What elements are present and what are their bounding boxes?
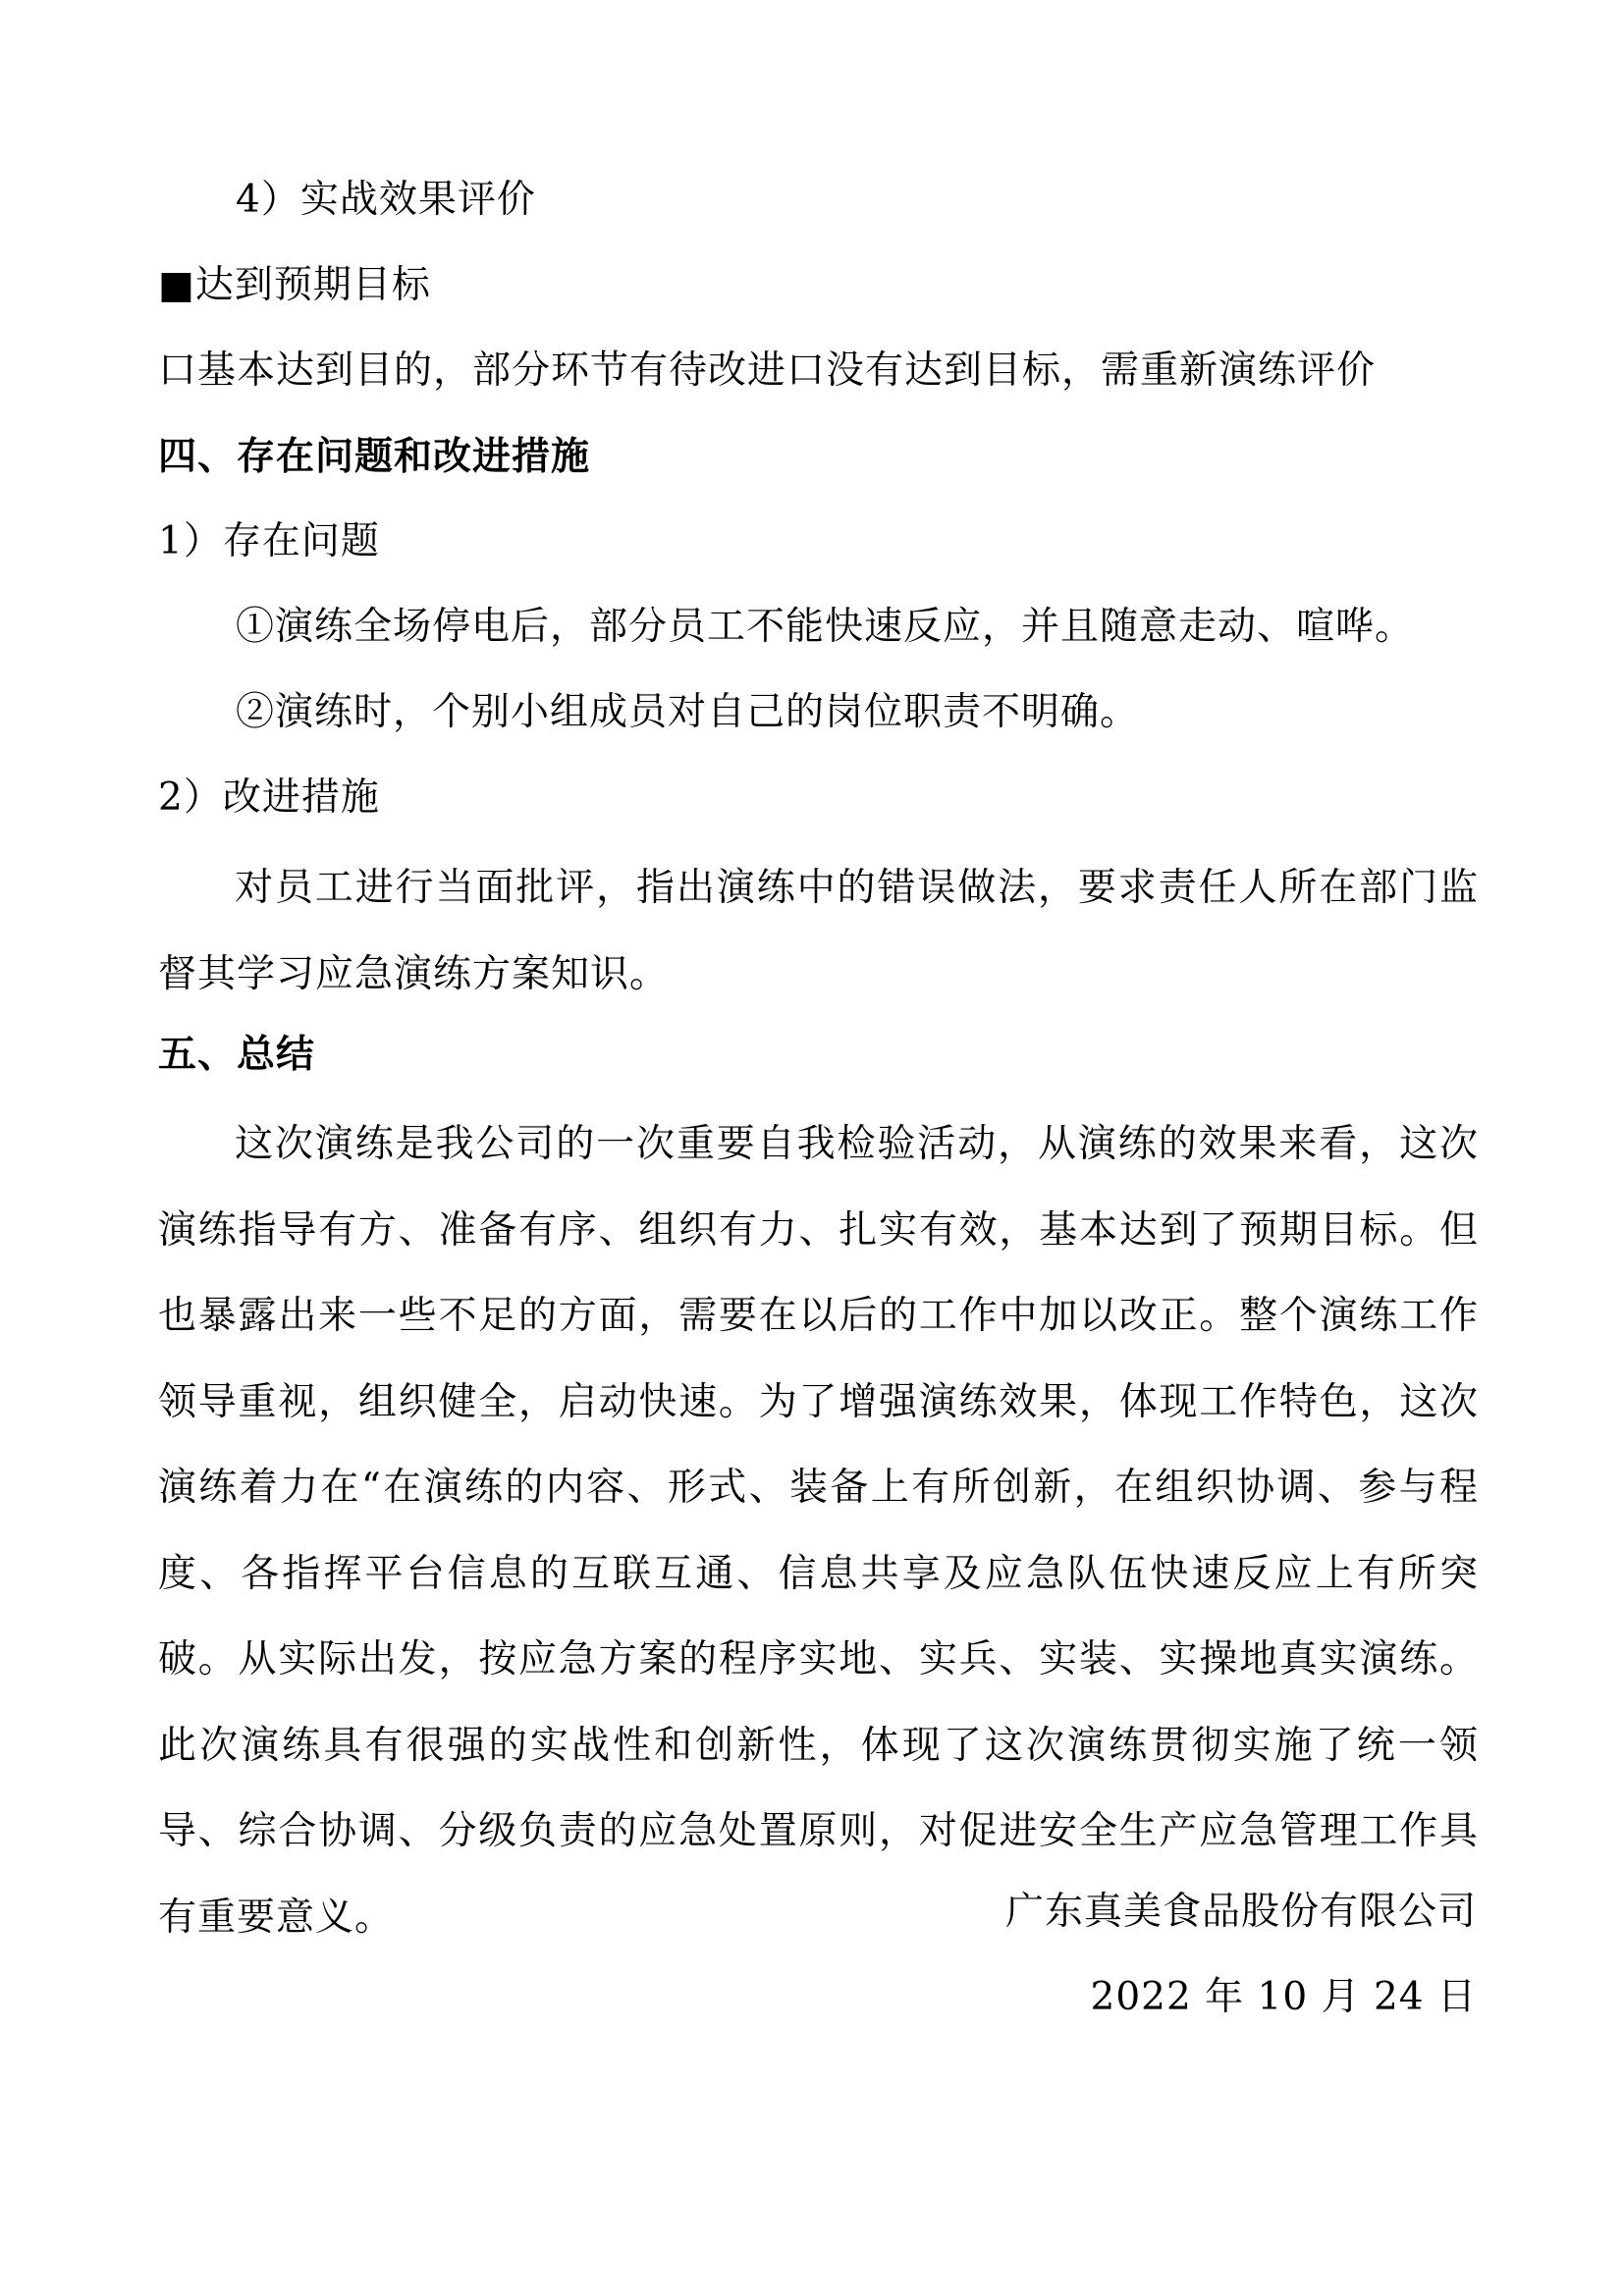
eval-item-heading: 4）实战效果评价: [236, 178, 536, 222]
company-signature: 广东真美食品股份有限公司: [1004, 1890, 1477, 1934]
problem-item-1: ①演练全场停电后，部分员工不能快速反应，并且随意走动、喧哗。: [236, 605, 1415, 649]
measures-label: 2）改进措施: [158, 775, 380, 820]
problem-item-2: ②演练时，个别小组成员对自己的岗位职责不明确。: [236, 690, 1140, 734]
measures-paragraph: 对员工进行当面批评，指出演练中的错误做法，要求责任人所在部门监督其学习应急演练方案知识。: [158, 866, 1479, 996]
summary-paragraph: 这次演练是我公司的一次重要自我检验活动，从演练的效果来看，这次演练指导有方、准备有序、组织有力、扎实有效，基本达到了预期目标。但也暴露出来一些不足的方面，需要在以后的工作中加以改正。整个演练工作领导重视，组织健全，启动快速。为了增强演练效果，体现工作特色，这次演练着力在“在演练的内容、形式、装备上有所创新，在组织协调、参与程度、各指挥平台信息的互联互通、信息共享及应急队伍快速反应上有所突破。从实际出发，按应急方案的程序实地、实兵、实装、实操地真实演练。此次演练具有很强的实战性和创新性，体现了这次演练贯彻实施了统一领导、综合协调、分级负责的应急处置原则，对促进安全生产应急管理工作具有重要意义。: [158, 1122, 1479, 1940]
option-achieved: ■达到预期目标: [158, 263, 431, 307]
section-heading-problems: 四、存在问题和改进措施: [158, 434, 591, 479]
problems-label: 1）存在问题: [158, 519, 380, 563]
option-others: 口基本达到目的，部分环节有待改进口没有达到目标，需重新演练评价: [158, 348, 1377, 393]
signature-date: 2022 年 10 月 24 日: [1090, 1975, 1477, 2019]
section-heading-summary: 五、总结: [158, 1032, 316, 1077]
